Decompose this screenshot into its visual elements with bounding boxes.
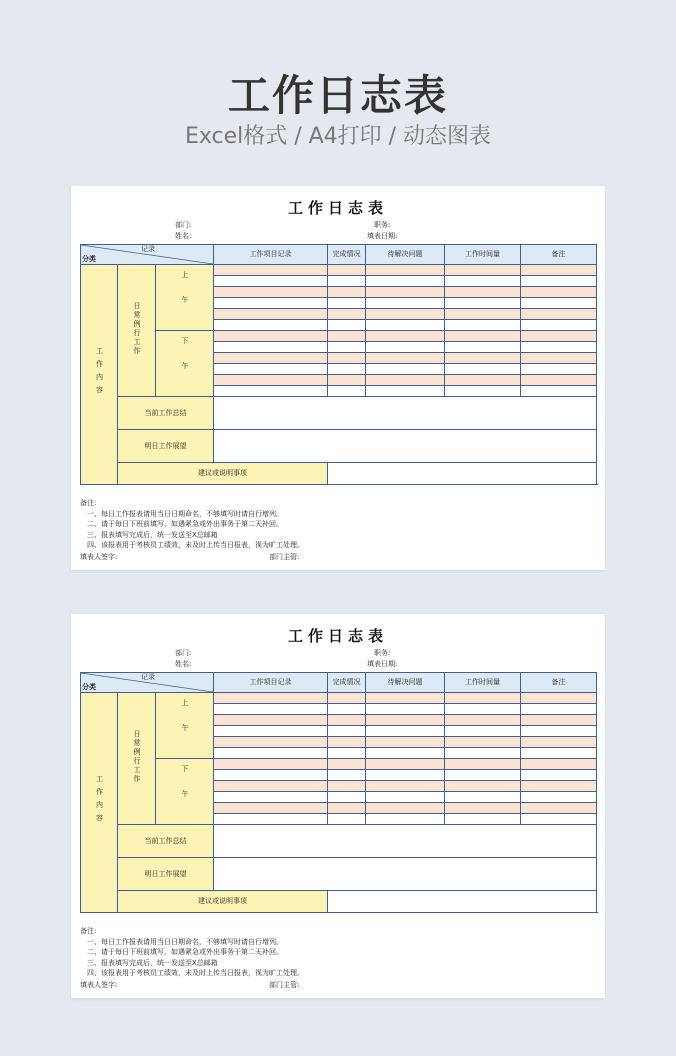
notes-title: 备注: <box>80 927 97 935</box>
table-cell[interactable] <box>366 320 445 331</box>
diagonal-header-cell <box>81 673 214 693</box>
suggestion-label-cell: 建议或说明事项 <box>118 891 328 913</box>
table-cell[interactable] <box>214 770 328 781</box>
table-cell[interactable] <box>521 298 597 309</box>
table-cell[interactable] <box>521 320 597 331</box>
suggestion-input-cell[interactable] <box>328 463 597 485</box>
table-cell[interactable] <box>214 331 328 342</box>
table-cell[interactable] <box>366 287 445 298</box>
worklog-sheet-preview-2 <box>71 614 605 998</box>
table-cell[interactable] <box>214 792 328 803</box>
table-cell[interactable] <box>445 331 521 342</box>
note-item: 二、请于每日下班前填写，如遇紧急或外出事务于第二天补回。 <box>87 948 283 956</box>
summary-label-cell: 当前工作总结 <box>118 397 214 430</box>
notes-block <box>80 498 304 551</box>
table-cell[interactable] <box>366 331 445 342</box>
table-cell[interactable] <box>445 715 521 726</box>
note-item: 一、每日工作报表请用当日日期命名，不够填写时请自行增列。 <box>87 937 283 946</box>
table-cell[interactable] <box>214 353 328 364</box>
table-cell[interactable] <box>328 309 366 320</box>
suggestion-label-cell: 建议或说明事项 <box>118 463 328 485</box>
col-header-issues: 待解决问题 <box>366 245 445 265</box>
table-cell[interactable] <box>214 803 328 814</box>
table-cell[interactable] <box>366 748 445 759</box>
table-cell[interactable] <box>328 792 366 803</box>
table-cell[interactable] <box>445 704 521 715</box>
work-content-cell: 工作内容 <box>81 265 118 485</box>
category-label: 分类 <box>82 255 96 263</box>
table-cell[interactable] <box>328 770 366 781</box>
record-label: 记录 <box>141 673 156 681</box>
table-cell[interactable] <box>328 704 366 715</box>
note-item: 一、每日工作报表请用当日日期命名，不够填写时请自行增列。 <box>87 509 283 518</box>
table-cell[interactable] <box>328 342 366 353</box>
table-cell[interactable] <box>366 781 445 792</box>
summary-input-cell[interactable] <box>214 825 597 858</box>
table-cell[interactable] <box>214 814 328 825</box>
table-cell[interactable] <box>214 298 328 309</box>
daily-routine-cell: 日常例行工作 <box>118 693 156 825</box>
table-cell[interactable] <box>328 320 366 331</box>
table-cell[interactable] <box>366 353 445 364</box>
table-cell[interactable] <box>366 693 445 704</box>
table-cell[interactable] <box>328 276 366 287</box>
col-header-project: 工作项目记录 <box>214 673 328 693</box>
table-cell[interactable] <box>445 803 521 814</box>
table-cell[interactable] <box>214 748 328 759</box>
record-label: 记录 <box>141 245 156 253</box>
table-cell[interactable] <box>214 265 328 276</box>
table-cell[interactable] <box>328 693 366 704</box>
morning-cell: 上午 <box>156 265 214 331</box>
table-cell[interactable] <box>521 287 597 298</box>
table-cell[interactable] <box>214 309 328 320</box>
table-cell[interactable] <box>214 320 328 331</box>
table-cell[interactable] <box>366 265 445 276</box>
department-label: 部门: <box>175 649 192 657</box>
table-cell[interactable] <box>366 375 445 386</box>
table-cell[interactable] <box>328 803 366 814</box>
worklog-table <box>80 672 597 913</box>
table-cell[interactable] <box>366 792 445 803</box>
table-cell[interactable] <box>445 770 521 781</box>
table-cell[interactable] <box>214 375 328 386</box>
table-cell[interactable] <box>366 759 445 770</box>
table-cell[interactable] <box>366 715 445 726</box>
table-cell[interactable] <box>521 331 597 342</box>
summary-input-cell[interactable] <box>214 397 597 430</box>
sheet-title: 工作日志表 <box>287 199 388 217</box>
table-cell[interactable] <box>521 759 597 770</box>
table-cell[interactable] <box>328 759 366 770</box>
table-cell[interactable] <box>328 353 366 364</box>
table-cell[interactable] <box>521 693 597 704</box>
hero-subtitle: Excel格式 / A4打印 / 动态图表 <box>184 124 492 149</box>
note-item: 三、报表填写完成后，统一发送至X总邮箱 <box>87 530 218 539</box>
table-cell[interactable] <box>366 803 445 814</box>
table-cell[interactable] <box>521 803 597 814</box>
table-cell[interactable] <box>521 375 597 386</box>
note-item: 二、请于每日下班前填写，如遇紧急或外出事务于第二天补回。 <box>87 520 283 528</box>
suggestion-input-cell[interactable] <box>328 891 597 913</box>
work-content-cell: 工作内容 <box>81 693 118 913</box>
table-cell[interactable] <box>328 375 366 386</box>
worklog-table <box>80 244 597 485</box>
table-cell[interactable] <box>521 715 597 726</box>
table-cell[interactable] <box>214 276 328 287</box>
table-cell[interactable] <box>445 309 521 320</box>
table-cell[interactable] <box>445 364 521 375</box>
table-cell[interactable] <box>366 364 445 375</box>
tomorrow-label-cell: 明日工作展望 <box>118 430 214 463</box>
table-cell[interactable] <box>521 726 597 737</box>
table-cell[interactable] <box>366 704 445 715</box>
position-label: 职务: <box>374 221 391 229</box>
afternoon-cell: 下午 <box>156 759 214 825</box>
date-label: 填表日期: <box>367 232 398 240</box>
table-cell[interactable] <box>214 715 328 726</box>
table-cell[interactable] <box>445 265 521 276</box>
table-cell[interactable] <box>521 276 597 287</box>
table-cell[interactable] <box>445 737 521 748</box>
table-cell[interactable] <box>328 781 366 792</box>
table-cell[interactable] <box>214 364 328 375</box>
table-cell[interactable] <box>328 748 366 759</box>
table-cell[interactable] <box>214 386 328 397</box>
table-cell[interactable] <box>214 759 328 770</box>
col-header-hours: 工作时间量 <box>445 673 521 693</box>
col-header-remarks: 备注 <box>521 673 597 693</box>
table-cell[interactable] <box>521 781 597 792</box>
table-cell[interactable] <box>445 320 521 331</box>
table-cell[interactable] <box>521 386 597 397</box>
table-cell[interactable] <box>328 726 366 737</box>
afternoon-cell: 下午 <box>156 331 214 397</box>
table-cell[interactable] <box>214 704 328 715</box>
signer-label: 填表人签字: <box>80 553 118 561</box>
table-cell[interactable] <box>445 693 521 704</box>
table-cell[interactable] <box>445 342 521 353</box>
table-cell[interactable] <box>445 792 521 803</box>
table-cell[interactable] <box>445 276 521 287</box>
table-cell[interactable] <box>521 265 597 276</box>
table-cell[interactable] <box>445 375 521 386</box>
table-cell[interactable] <box>521 704 597 715</box>
table-cell[interactable] <box>445 781 521 792</box>
table-cell[interactable] <box>328 331 366 342</box>
table-cell[interactable] <box>521 737 597 748</box>
note-item: 四、该报表用于考核员工绩效，未及时上传当日报表，视为旷工处理。 <box>87 541 304 549</box>
table-cell[interactable] <box>366 726 445 737</box>
table-cell[interactable] <box>214 781 328 792</box>
name-label: 姓名: <box>175 660 192 668</box>
table-cell[interactable] <box>445 759 521 770</box>
table-cell[interactable] <box>214 726 328 737</box>
manager-label: 部门主管: <box>269 981 300 989</box>
table-cell[interactable] <box>366 737 445 748</box>
table-cell[interactable] <box>445 814 521 825</box>
signer-label: 填表人签字: <box>80 981 118 989</box>
col-header-remarks: 备注 <box>521 245 597 265</box>
table-cell[interactable] <box>521 364 597 375</box>
table-cell[interactable] <box>328 737 366 748</box>
table-cell[interactable] <box>445 386 521 397</box>
summary-label-cell: 当前工作总结 <box>118 825 214 858</box>
hero-title: 工作日志表 <box>227 71 448 120</box>
table-cell[interactable] <box>445 287 521 298</box>
table-cell[interactable] <box>521 792 597 803</box>
table-cell[interactable] <box>366 814 445 825</box>
diagonal-header-cell <box>81 245 214 265</box>
col-header-status: 完成情况 <box>328 245 366 265</box>
col-header-project: 工作项目记录 <box>214 245 328 265</box>
tomorrow-input-cell[interactable] <box>214 430 597 463</box>
table-cell[interactable] <box>328 298 366 309</box>
department-label: 部门: <box>175 221 192 229</box>
table-cell[interactable] <box>521 342 597 353</box>
table-cell[interactable] <box>521 748 597 759</box>
table-cell[interactable] <box>328 715 366 726</box>
table-cell[interactable] <box>445 298 521 309</box>
date-label: 填表日期: <box>367 660 398 668</box>
tomorrow-input-cell[interactable] <box>214 858 597 891</box>
table-cell[interactable] <box>521 770 597 781</box>
category-label: 分类 <box>82 683 96 691</box>
manager-label: 部门主管: <box>269 553 300 561</box>
col-header-status: 完成情况 <box>328 673 366 693</box>
table-cell[interactable] <box>366 309 445 320</box>
sheet-title: 工作日志表 <box>287 627 388 645</box>
table-cell[interactable] <box>445 726 521 737</box>
table-cell[interactable] <box>366 386 445 397</box>
table-cell[interactable] <box>328 386 366 397</box>
col-header-hours: 工作时间量 <box>445 245 521 265</box>
daily-routine-cell: 日常例行工作 <box>118 265 156 397</box>
table-cell[interactable] <box>328 265 366 276</box>
table-cell[interactable] <box>521 309 597 320</box>
morning-cell: 上午 <box>156 693 214 759</box>
note-item: 四、该报表用于考核员工绩效，未及时上传当日报表，视为旷工处理。 <box>87 969 304 977</box>
table-cell[interactable] <box>328 814 366 825</box>
note-item: 三、报表填写完成后，统一发送至X总邮箱 <box>87 958 218 967</box>
table-cell[interactable] <box>366 298 445 309</box>
table-cell[interactable] <box>366 276 445 287</box>
position-label: 职务: <box>374 649 391 657</box>
table-cell[interactable] <box>328 287 366 298</box>
notes-title: 备注: <box>80 499 97 507</box>
name-label: 姓名: <box>175 232 192 240</box>
table-cell[interactable] <box>521 814 597 825</box>
table-cell[interactable] <box>366 342 445 353</box>
table-cell[interactable] <box>328 364 366 375</box>
tomorrow-label-cell: 明日工作展望 <box>118 858 214 891</box>
worklog-sheet-preview-1 <box>71 186 605 570</box>
col-header-issues: 待解决问题 <box>366 673 445 693</box>
table-cell[interactable] <box>214 693 328 704</box>
table-cell[interactable] <box>445 353 521 364</box>
table-cell[interactable] <box>521 353 597 364</box>
table-cell[interactable] <box>214 342 328 353</box>
table-cell[interactable] <box>214 287 328 298</box>
notes-block <box>80 926 304 979</box>
table-cell[interactable] <box>214 737 328 748</box>
table-cell[interactable] <box>366 770 445 781</box>
table-cell[interactable] <box>445 748 521 759</box>
